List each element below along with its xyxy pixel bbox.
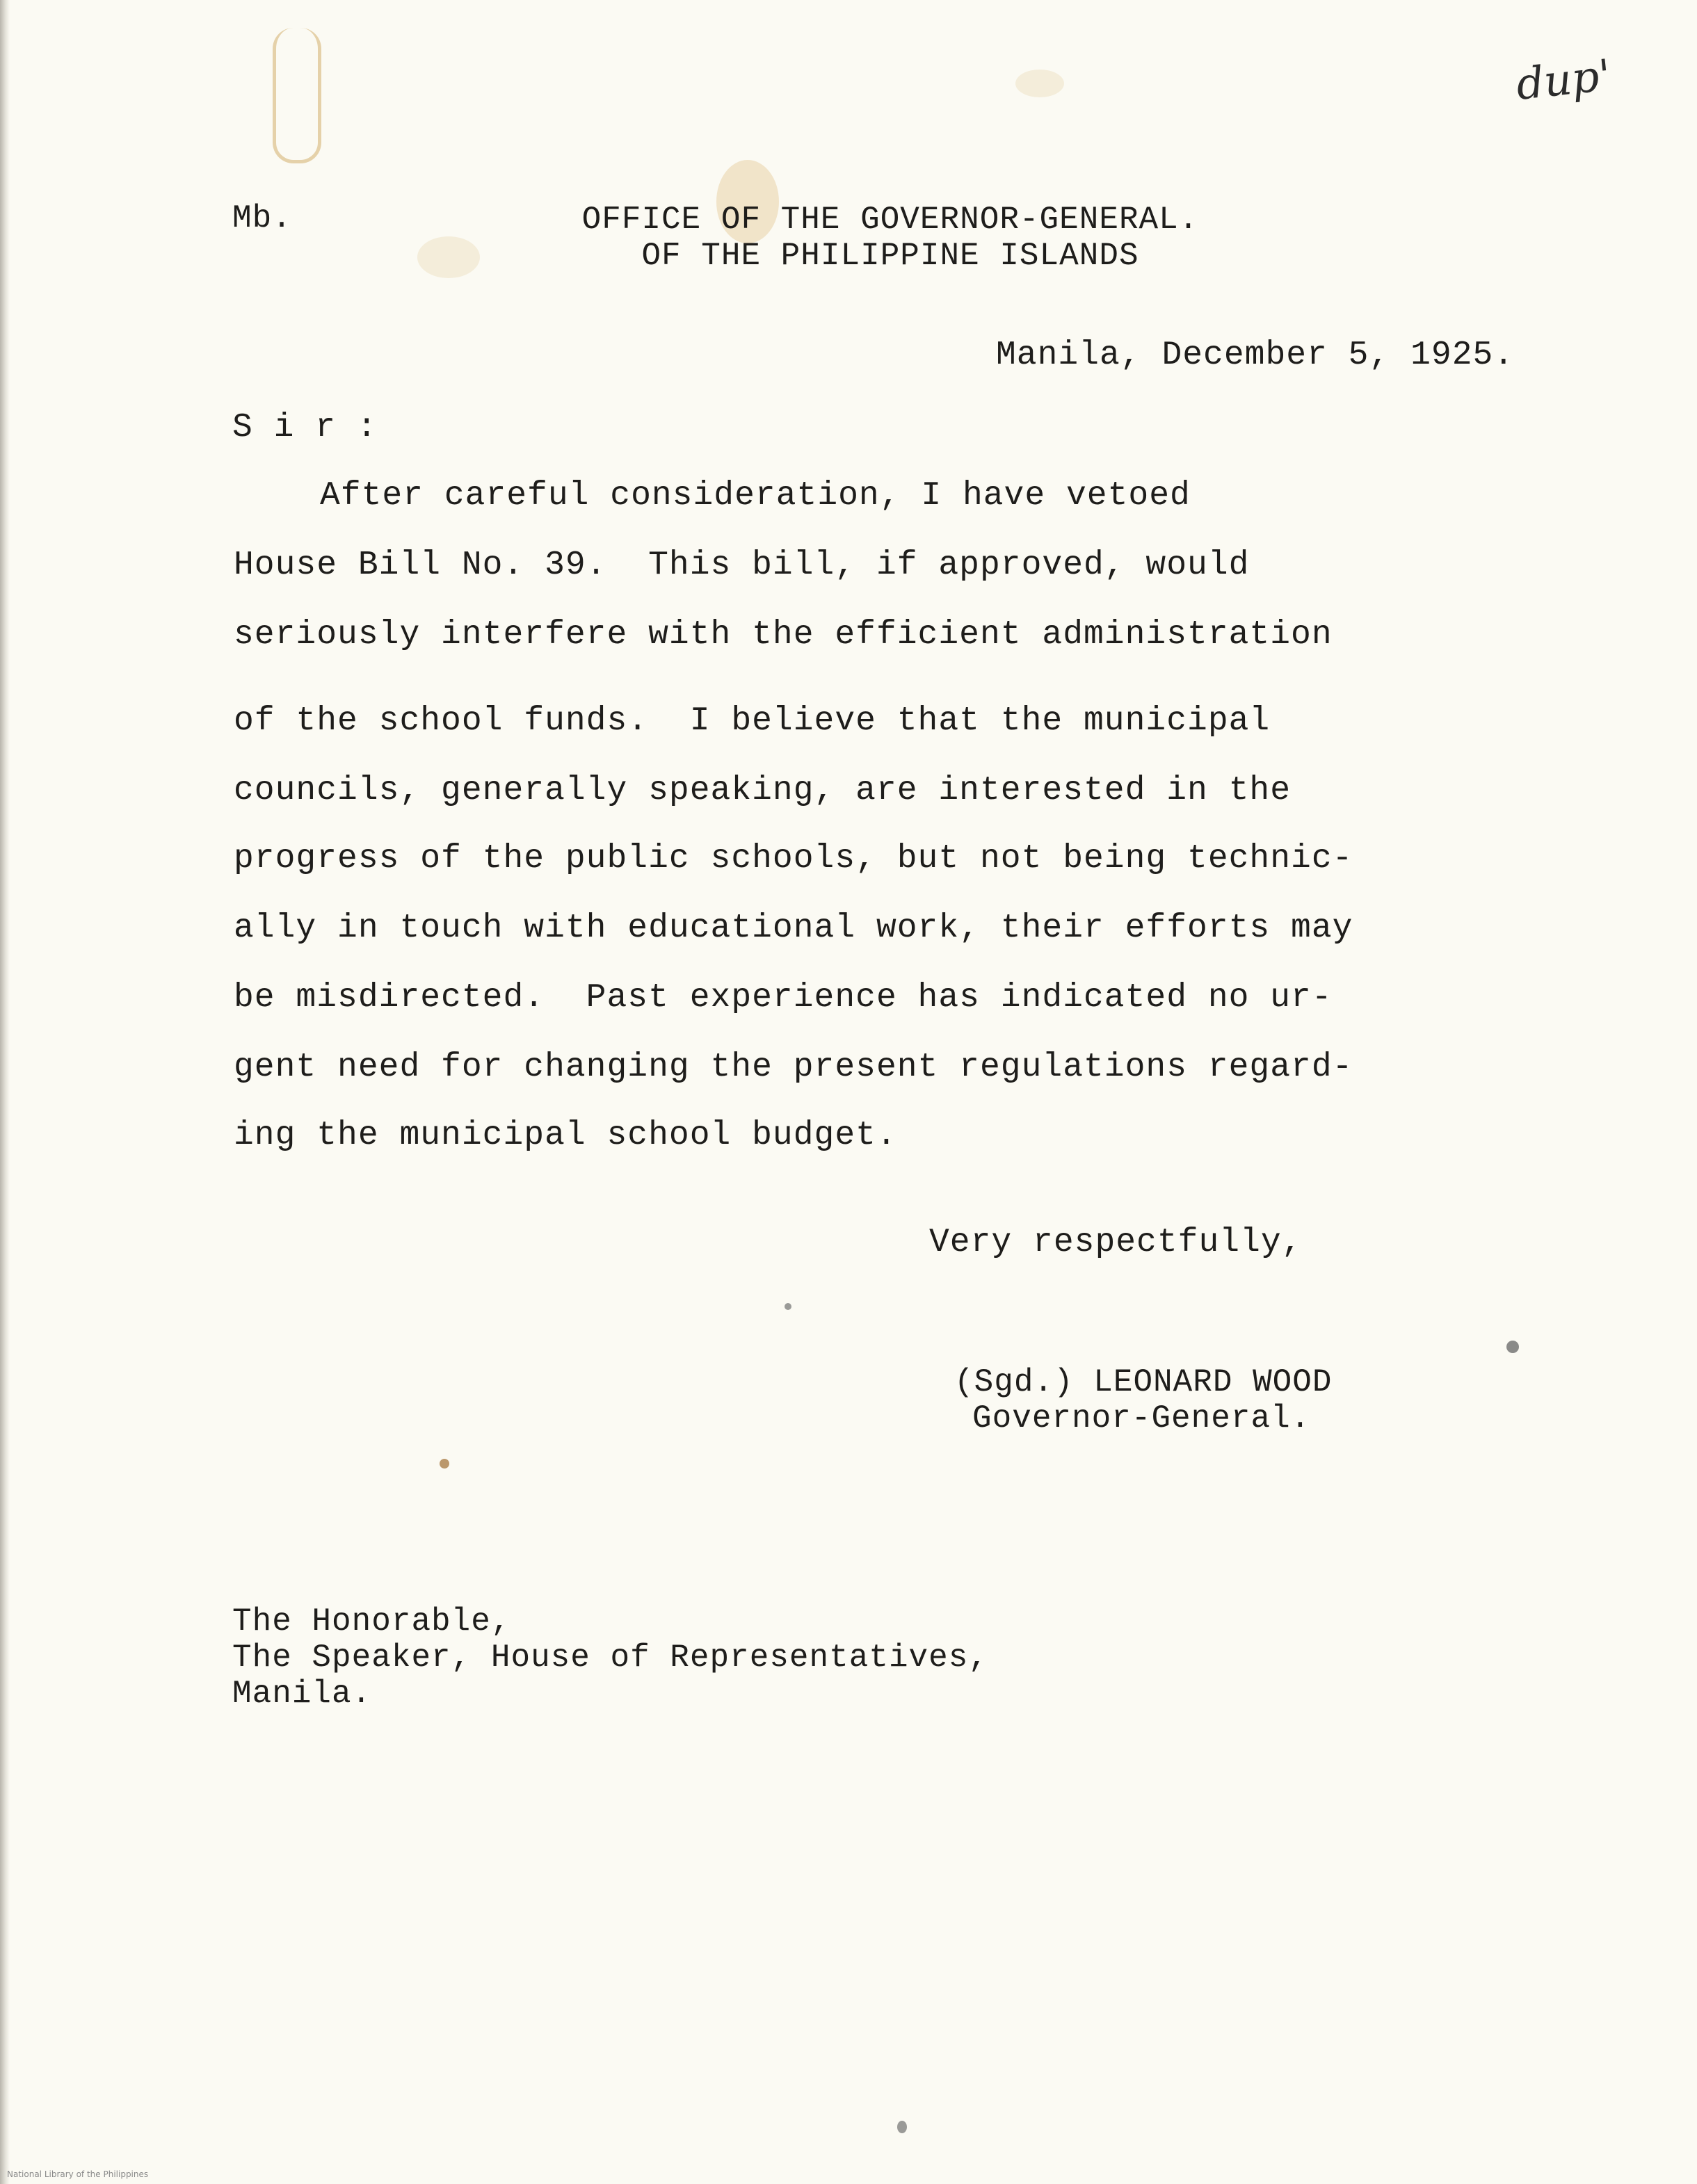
spot-mark	[897, 2121, 907, 2133]
page-edge-shadow	[0, 0, 10, 2184]
dateline: Manila, December 5, 1925.	[996, 337, 1515, 374]
signature-title: Governor-General.	[972, 1400, 1311, 1437]
body-line: House Bill No. 39. This bill, if approved, would	[234, 547, 1250, 584]
body-line: ally in touch with educational work, their efforts may	[234, 909, 1353, 947]
signature-name: (Sgd.) LEONARD WOOD	[954, 1364, 1333, 1400]
typist-initials: Mb.	[232, 200, 292, 236]
paperclip-rust-mark	[273, 28, 321, 163]
spot-mark	[440, 1459, 449, 1469]
addressee-line-2: The Speaker, House of Representatives,	[232, 1640, 988, 1676]
body-line: seriously interfere with the efficient administration	[234, 616, 1333, 654]
body-line: of the school funds. I believe that the municipal	[234, 702, 1271, 740]
salutation: S i r :	[232, 409, 378, 446]
body-line: ing the municipal school budget.	[234, 1117, 897, 1154]
addressee-line-1: The Honorable,	[232, 1603, 511, 1640]
body-line: progress of the public schools, but not being technic-	[234, 840, 1353, 877]
body-line: councils, generally speaking, are interested in the	[234, 772, 1292, 809]
spot-mark	[1506, 1341, 1519, 1353]
spot-mark	[785, 1303, 791, 1310]
body-line: be misdirected. Past experience has indicated no ur-	[234, 979, 1333, 1017]
addressee-line-3: Manila.	[232, 1676, 372, 1712]
letterhead-line-2: OF THE PHILIPPINE ISLANDS	[641, 238, 1139, 274]
closing: Very respectfully,	[929, 1224, 1303, 1261]
stain-mark	[1015, 70, 1064, 97]
handwritten-annotation: dup'	[1513, 49, 1614, 110]
scan-footer-label: National Library of the Philippines	[7, 2169, 149, 2179]
body-line: After careful consideration, I have vetoed	[320, 477, 1191, 515]
letterhead-line-1: OFFICE OF THE GOVERNOR-GENERAL.	[581, 202, 1199, 238]
body-line: gent need for changing the present regulations regard-	[234, 1049, 1353, 1086]
